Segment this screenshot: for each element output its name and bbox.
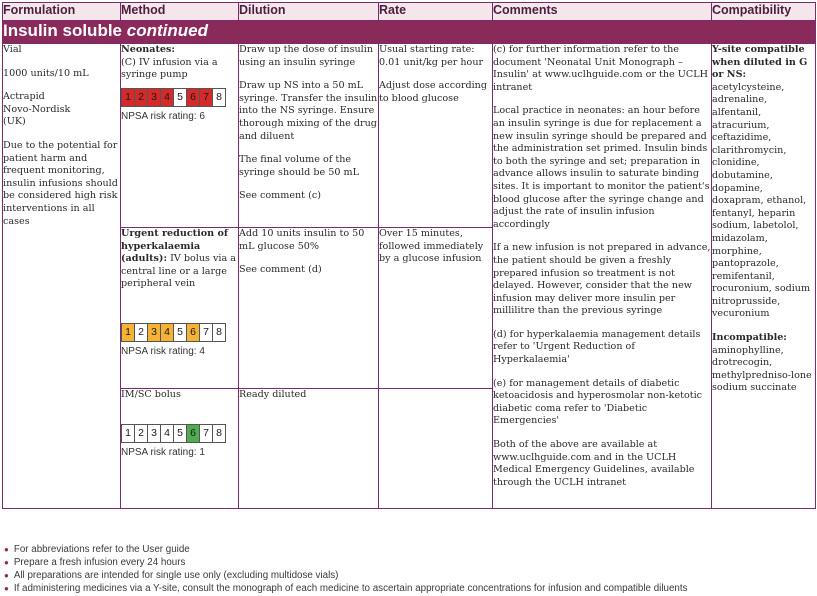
method-im-sc xyxy=(121,389,239,509)
method-title: Urgent reduction of hyperkalaemia (adults): xyxy=(121,228,228,265)
header-compatibility: Compatibility xyxy=(712,3,816,21)
header-comments: Comments xyxy=(493,3,712,21)
rate-neonates xyxy=(379,44,493,228)
section-continued: continued xyxy=(126,21,208,40)
risk-box: 7 xyxy=(199,88,213,107)
rate-text: Usual starting rate: 0.01 unit/kg per hour xyxy=(379,44,484,68)
footer-note: ● If administering medicines via a Y-site, consult the monograph of each medicine to ascertain appropriate concentrations for infusion and compatible diluents xyxy=(4,583,688,594)
header-row xyxy=(3,3,816,21)
risk-box: 8 xyxy=(212,323,226,342)
rate-text: Over 15 minutes, followed immediately by a glucose infusion xyxy=(379,228,484,265)
row-neonates xyxy=(3,44,816,228)
compatibility-cell xyxy=(712,44,816,509)
risk-box: 2 xyxy=(134,88,148,107)
section-drug-name: Insulin soluble xyxy=(3,21,123,40)
method-neonates xyxy=(121,44,239,228)
formulation-country: (UK) xyxy=(3,116,26,128)
incompatible-list: aminophylline, drotrecogin, methylpredniso-lone sodium succinate xyxy=(712,344,812,394)
risk-box: 7 xyxy=(199,424,213,443)
incompatible-title: Incompatible: xyxy=(712,332,787,344)
method-text: (C) IV infusion via a syringe pump xyxy=(121,56,218,81)
risk-box: 3 xyxy=(147,424,161,443)
risk-box: 5 xyxy=(173,323,187,342)
risk-box: 6 xyxy=(186,424,200,443)
dilution-step: Ready diluted xyxy=(239,389,307,400)
risk-box: 6 xyxy=(186,88,200,107)
risk-box: 4 xyxy=(160,88,174,107)
formulation-cell xyxy=(3,44,121,509)
footer-note: ● Prepare a fresh infusion every 24 hours xyxy=(4,557,186,568)
comments-cell xyxy=(493,44,712,509)
bullet-icon: ● xyxy=(4,584,9,593)
header-rate: Rate xyxy=(379,3,493,21)
risk-box: 7 xyxy=(199,323,213,342)
dilution-step: Draw up NS into a 50 mL syringe. Transfer the insulin into the NS syringe. Ensure thorough mixing of the drug and diluent xyxy=(239,80,378,142)
comment-local-practice: Local practice in neonates: an hour before an insulin syringe is due for replacement a new insulin syringe should be prepared and the administration set primed. Insulin binds to both the syringe and set; preparation in advance allows insulin to saturate binding sites. It is important to monitor the patient's blood glucose after the syringe change and adjust the rate of insulin infusion accordingly xyxy=(493,105,710,230)
comment-d: (d) for hyperkalaemia management details refer to 'Urgent Reduction of Hyperkalaemia' xyxy=(493,328,701,366)
formulation-maker: Novo-Nordisk xyxy=(3,103,71,115)
method-title: IM/SC bolus xyxy=(121,389,181,400)
dilution-step: Add 10 units insulin to 50 mL glucose 50% xyxy=(239,228,365,252)
risk-box: 3 xyxy=(147,323,161,342)
dilution-step: See comment (d) xyxy=(239,264,322,276)
formulation-vial: Vial xyxy=(3,44,22,55)
comment-new-infusion: If a new infusion is not prepared in advance, the patient should be given a freshly prepared infusion so treatment is not delayed. However, consider that the new infusion may deliver more insulin per millilitre than the previous syringe xyxy=(493,242,711,317)
risk-box: 1 xyxy=(121,88,135,107)
rate-im-sc xyxy=(379,389,493,509)
header-dilution: Dilution xyxy=(239,3,379,21)
risk-rating-label: NPSA risk rating: 4 xyxy=(121,345,205,357)
monograph-table xyxy=(2,2,816,509)
method-hyperkalaemia xyxy=(121,228,239,389)
footer-note: ● All preparations are intended for single use only (excluding multidose vials) xyxy=(4,570,339,581)
risk-box: 8 xyxy=(212,424,226,443)
risk-box: 3 xyxy=(147,88,161,107)
formulation-strength: 1000 units/10 mL xyxy=(3,67,89,79)
rate-text: Adjust dose according to blood glucose xyxy=(379,80,487,104)
formulation-brand: Actrapid xyxy=(3,91,45,103)
method-hk-text xyxy=(121,228,238,291)
bullet-icon: ● xyxy=(4,558,9,567)
risk-box: 8 xyxy=(212,88,226,107)
ysite-title: Y-site compatible when diluted in G or NS: xyxy=(712,44,808,81)
header-formulation: Formulation xyxy=(3,3,121,21)
bullet-icon: ● xyxy=(4,571,9,580)
footer-notes xyxy=(4,543,688,595)
section-title xyxy=(3,21,816,44)
formulation-warning: Due to the potential for patient harm and frequent monitoring, insulin infusions should be considered high risk interventions in all cases xyxy=(3,139,118,227)
risk-rating-label: NPSA risk rating: 1 xyxy=(121,446,205,458)
dilution-hyperkalaemia xyxy=(239,228,379,389)
header-method: Method xyxy=(121,3,239,21)
dilution-step: Draw up the dose of insulin using an insulin syringe xyxy=(239,44,373,68)
rate-hyperkalaemia xyxy=(379,228,493,389)
risk-scale xyxy=(121,88,238,107)
risk-box: 1 xyxy=(121,424,135,443)
bullet-icon: ● xyxy=(4,545,9,554)
method-title: Neonates: xyxy=(121,44,175,55)
risk-box: 4 xyxy=(160,323,174,342)
comment-availability: Both of the above are available at www.uclhguide.com and in the UCLH Medical Emergency Guidelines, available through the UCLH intranet xyxy=(493,439,695,488)
risk-box: 6 xyxy=(186,323,200,342)
risk-box: 4 xyxy=(160,424,174,443)
comment-e: (e) for management details of diabetic ketoacidosis and hyperosmolar non-ketotic diabetic coma refer to 'Diabetic Emergencies' xyxy=(493,377,703,427)
risk-box: 2 xyxy=(134,323,148,342)
risk-box: 2 xyxy=(134,424,148,443)
footer-note: ● For abbreviations refer to the User guide xyxy=(4,544,190,555)
risk-scale xyxy=(121,323,238,342)
risk-box: 1 xyxy=(121,323,135,342)
dilution-neonates xyxy=(239,44,379,228)
ysite-list: acetylcysteine, adrenaline, alfentanil, atracurium, ceftazidime, clarithromycin, clonidine, dobutamine, dopamine, doxapram, ethanol, fentanyl, heparin sodium, labetolol, midazolam, morphine, pantoprazole, remifentanil, rocuronium, sodium nitroprusside, vecuronium xyxy=(712,81,811,320)
risk-box: 5 xyxy=(173,88,187,107)
dilution-im-sc xyxy=(239,389,379,509)
risk-scale xyxy=(121,424,238,443)
dilution-step: The final volume of the syringe should be 50 mL xyxy=(239,154,359,178)
method-text: IV bolus via a central line or a large peripheral vein xyxy=(121,253,236,290)
comment-c: (c) for further information refer to the document 'Neonatal Unit Monograph – Insulin' at www.uclhguide.com or the UCLH intranet xyxy=(493,44,708,93)
dilution-step: See comment (c) xyxy=(239,190,321,202)
risk-rating-label: NPSA risk rating: 6 xyxy=(121,110,205,122)
risk-box: 5 xyxy=(173,424,187,443)
